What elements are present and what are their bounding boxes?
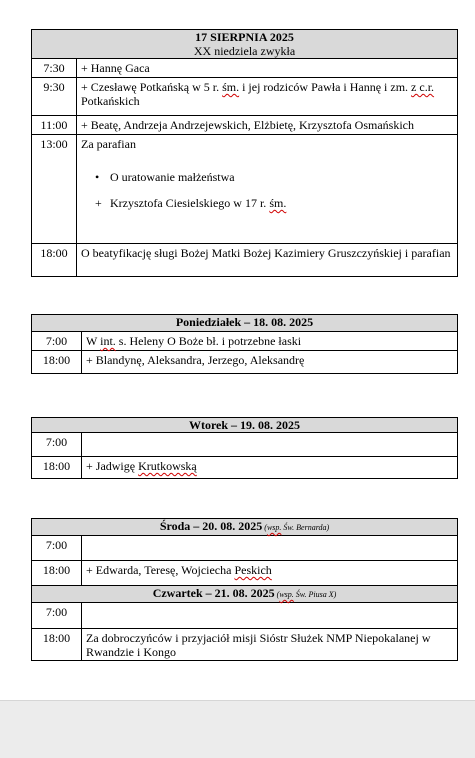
table-row [32,135,458,244]
mass-intention [77,78,458,116]
mass-intention: Za dobroczyńców i przyjaciół misji Sióstr Służek NMP Niepokalanej w Rwandzie i Kongo [82,629,458,661]
mass-intention [82,561,458,586]
mass-intention: + Hannę Gaca [77,59,458,78]
intention-text: i jej rodziców Pawła i Hannę i zm. [239,80,412,94]
plus-icon: + [95,196,102,210]
mass-intention [82,332,458,351]
monday-header: Poniedziałek – 18. 08. 2025 [32,315,458,332]
mass-time: 13:00 [32,135,77,244]
intention-text: O uratowanie małżeństwa [110,170,235,184]
weekday-schedule-table [31,518,458,661]
mass-time: 11:00 [32,116,77,135]
mass-intention [82,457,458,479]
table-row [32,351,458,374]
tuesday-header: Wtorek – 19. 08. 2025 [32,418,458,433]
table-row [32,59,458,78]
mass-time: 7:00 [32,433,82,457]
table-row [32,244,458,277]
sunday-date: 17 SIERPNIA 2025 [195,30,294,44]
intention-text: Potkańskich [81,94,140,108]
spellcheck-word: wsp. [266,523,282,532]
spellcheck-word: Krutkowską [138,459,197,473]
sunday-header [32,30,458,59]
bullet-icon: • [95,170,100,184]
viewer-background [0,700,475,758]
intention-list [77,170,453,210]
thursday-header [32,586,458,603]
spellcheck-word: śm. [222,80,240,94]
mass-time: 7:00 [32,332,82,351]
mass-intention: + Blandynę, Aleksandra, Jerzego, Aleksandrę [82,351,458,374]
mass-intention [82,433,458,457]
list-item [77,196,453,210]
day-title: Środa – 20. 08. 2025 [159,519,263,533]
table-row [32,561,458,586]
table-row [32,78,458,116]
mass-intention: O beatyfikację sługi Bożej Matki Bożej Kazimiery Gruszczyńskiej i parafian [77,244,458,277]
mass-intention [77,135,458,244]
mass-intention: + Beatę, Andrzeja Andrzejewskich, Elżbietę, Krzysztofa Osmańskich [77,116,458,135]
table-row [32,457,458,479]
intention-text: + Edwarda, Teresę, Wojciecha [86,563,235,577]
table-row [32,433,458,457]
mass-intention [82,536,458,561]
mass-time: 7:30 [32,59,77,78]
monday-schedule-table [31,314,458,374]
spellcheck-word: wsp. [279,590,294,599]
sunday-title: XX niedziela zwykła [193,44,296,58]
mass-time: 18:00 [32,457,82,479]
mass-time: 18:00 [32,629,82,661]
table-row [32,603,458,629]
mass-time: 18:00 [32,244,77,277]
feast-note: (wsp. Św. Bernarda) [262,523,330,532]
day-title: Czwartek – 21. 08. 2025 [152,586,275,600]
spellcheck-word: z c.r. [411,80,435,94]
tuesday-schedule-table [31,417,458,479]
table-row [32,629,458,661]
mass-time: 18:00 [32,351,82,374]
intention-text: Za parafian [81,137,136,151]
spellcheck-word: int. [100,334,116,348]
mass-time: 7:00 [32,536,82,561]
mass-time: 7:00 [32,603,82,629]
intention-text: Krzysztofa Ciesielskiego w 17 r. [110,196,270,210]
feast-note: (wsp. Św. Piusa X) [274,590,337,599]
intention-text: + Jadwigę [86,459,139,473]
spellcheck-word: śm. [269,196,287,210]
intention-text: W [86,334,101,348]
table-row [32,332,458,351]
mass-intention [82,603,458,629]
list-item [77,170,453,184]
table-row [32,536,458,561]
table-row [32,116,458,135]
spellcheck-word: Peskich [234,563,272,577]
mass-time: 18:00 [32,561,82,586]
intention-text: + Czesławę Potkańską w 5 r. [81,80,223,94]
wednesday-header [32,519,458,536]
sunday-schedule-table [31,29,458,277]
intention-text: s. Heleny O Boże bł. i potrzebne łaski [115,334,302,348]
mass-time: 9:30 [32,78,77,116]
